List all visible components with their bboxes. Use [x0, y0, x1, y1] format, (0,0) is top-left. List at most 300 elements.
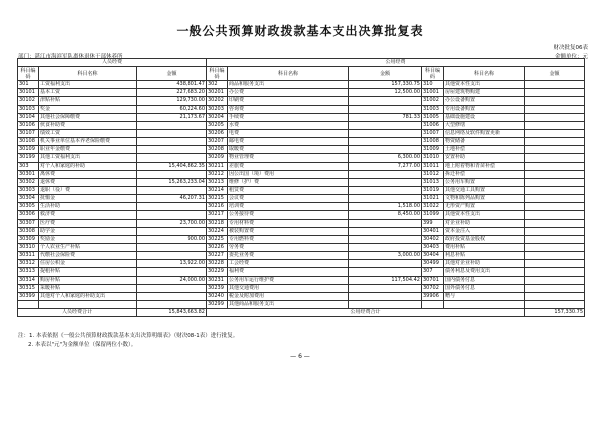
page-title: 一般公共预算财政拨款基本支出决算批复表	[176, 24, 424, 38]
code-cell: 31005	[422, 113, 444, 121]
personnel-total-label: 人员经费合计	[18, 309, 137, 317]
amount-cell	[525, 129, 585, 137]
code-header: 科目编码	[207, 67, 228, 81]
code-header: 科目编码	[18, 67, 39, 81]
table-row	[18, 138, 585, 146]
code-header: 科目编码	[422, 67, 444, 81]
code-cell: 30229	[207, 268, 228, 276]
amount-cell	[525, 154, 585, 162]
code-cell: 30240	[207, 292, 228, 300]
name-cell: 劳务费	[228, 243, 349, 251]
name-cell: 基础设施建设	[444, 113, 525, 121]
public-total-amount: 157,330.75	[525, 309, 585, 317]
amount-cell: 781.33	[349, 113, 422, 121]
amount-cell	[525, 252, 585, 260]
amount-cell	[349, 292, 422, 300]
code-cell: 30309	[18, 235, 39, 243]
code-cell: 31019	[422, 186, 444, 194]
name-cell: 地上附着物和青苗补偿	[444, 162, 525, 170]
name-cell: 专用材料费	[228, 219, 349, 227]
amount-cell	[349, 105, 422, 113]
note-line-1: 注：1. 本表依据《一般公共预算财政拨款基本支出决算明细表》（财决08-1表）进行批复。	[18, 333, 239, 339]
amount-cell	[349, 121, 422, 129]
code-cell	[422, 300, 444, 308]
amount-cell	[525, 235, 585, 243]
code-cell: 30201	[207, 89, 228, 97]
table-row	[18, 129, 585, 137]
amount-cell	[525, 292, 585, 300]
name-cell: 因公出国（境）费用	[228, 170, 349, 178]
code-cell: 30314	[18, 276, 39, 284]
code-cell: 30701	[422, 276, 444, 284]
code-cell: 30299	[207, 300, 228, 308]
name-cell: 委托业务费	[228, 252, 349, 260]
amount-cell	[349, 170, 422, 178]
amount-cell	[137, 186, 207, 194]
table-row	[18, 227, 585, 235]
code-cell: 30225	[207, 235, 228, 243]
name-cell: 差旅费	[228, 162, 349, 170]
name-cell: 房屋建筑物购建	[444, 89, 525, 97]
code-cell: 30108	[18, 138, 39, 146]
public-total-label: 公用经费合计	[207, 309, 525, 317]
table-row	[18, 81, 585, 89]
name-cell: 利息补贴	[444, 252, 525, 260]
code-cell: 30301	[18, 170, 39, 178]
department-label: 部门：湛江市海滨军队离休退休干部休养所	[18, 54, 123, 60]
amount-cell: 7,277.00	[349, 162, 422, 170]
table-row	[18, 268, 585, 276]
name-cell: 会议费	[228, 195, 349, 203]
name-cell: 离休费	[39, 170, 137, 178]
amount-cell	[525, 178, 585, 186]
name-cell: 物业管理费	[228, 154, 349, 162]
amount-cell	[525, 113, 585, 121]
code-cell: 30310	[18, 243, 39, 251]
name-cell: 工资福利支出	[39, 81, 137, 89]
amount-cell: 12,500.00	[349, 89, 422, 97]
name-cell: 其他交通费用	[228, 284, 349, 292]
code-cell: 30206	[207, 129, 228, 137]
amount-cell	[525, 195, 585, 203]
amount-cell	[137, 243, 207, 251]
name-cell: 被装购置费	[228, 227, 349, 235]
name-cell: 安置补助	[444, 154, 525, 162]
name-cell: 文物和陈列品购置	[444, 195, 525, 203]
name-cell	[444, 300, 525, 308]
amount-cell	[137, 146, 207, 154]
amount-cell	[525, 284, 585, 292]
amount-cell	[137, 170, 207, 178]
name-cell: 土地补偿	[444, 146, 525, 154]
name-cell: 对个人和家庭的补助	[39, 162, 137, 170]
table-row	[18, 243, 585, 251]
code-cell: 30204	[207, 113, 228, 121]
table-row	[18, 260, 585, 268]
code-cell: 30226	[207, 243, 228, 251]
code-cell: 31008	[422, 138, 444, 146]
amount-cell	[525, 227, 585, 235]
table-row	[18, 146, 585, 154]
totals-row	[18, 309, 585, 317]
table-row	[18, 276, 585, 284]
amount-cell	[137, 121, 207, 129]
name-cell: 其他对个人和家庭的补助支出	[39, 292, 137, 300]
name-cell: 其他对企业补助	[444, 260, 525, 268]
code-cell: 30101	[18, 89, 39, 97]
name-cell: 福利费	[228, 268, 349, 276]
code-cell: 31022	[422, 203, 444, 211]
name-cell: 基本工资	[39, 89, 137, 97]
name-cell: 退休费	[39, 178, 137, 186]
code-cell: 30209	[207, 154, 228, 162]
code-cell: 31013	[422, 178, 444, 186]
code-cell: 31007	[422, 129, 444, 137]
amount-cell	[349, 186, 422, 194]
name-cell: 其他工资福利支出	[39, 154, 137, 162]
amount-cell: 227,683.20	[137, 89, 207, 97]
code-cell: 30199	[18, 154, 39, 162]
amount-cell	[137, 284, 207, 292]
amount-cell	[525, 276, 585, 284]
amount-cell	[525, 268, 585, 276]
name-cell: 医疗费	[39, 219, 137, 227]
code-cell: 30208	[207, 146, 228, 154]
code-cell: 30106	[18, 121, 39, 129]
code-cell: 30218	[207, 219, 228, 227]
name-cell: 维修（护）费	[228, 178, 349, 186]
amount-cell	[137, 268, 207, 276]
amount-cell	[137, 227, 207, 235]
table-row	[18, 292, 585, 300]
code-cell: 30402	[422, 235, 444, 243]
amount-cell: 23,700.00	[137, 219, 207, 227]
name-cell: 住房公积金	[39, 260, 137, 268]
code-cell: 307	[422, 268, 444, 276]
amount-cell: 15,263,233.04	[137, 178, 207, 186]
table-row	[18, 113, 585, 121]
amount-cell	[137, 252, 207, 260]
amount-cell	[349, 260, 422, 268]
name-cell: 其他社会保障缴费	[39, 113, 137, 121]
code-cell: 30239	[207, 284, 228, 292]
name-cell: 其他资本性支出	[444, 81, 525, 89]
code-cell: 31012	[422, 170, 444, 178]
code-cell: 30313	[18, 268, 39, 276]
amount-cell	[525, 260, 585, 268]
code-cell: 30231	[207, 276, 228, 284]
code-cell: 30217	[207, 211, 228, 219]
name-header: 科目名称	[228, 67, 349, 81]
name-cell: 公务接待费	[228, 211, 349, 219]
table-row	[18, 300, 585, 308]
amount-cell	[525, 138, 585, 146]
amount-cell	[349, 178, 422, 186]
amount-cell	[525, 146, 585, 154]
note-line-2: 2. 本表以"元"为金额单位（保留两位小数）。	[28, 342, 137, 348]
name-cell: 商品和服务支出	[228, 81, 349, 89]
code-cell: 30227	[207, 252, 228, 260]
amount-cell	[525, 243, 585, 251]
section-header-row	[18, 59, 585, 67]
name-cell: 拆迁补偿	[444, 170, 525, 178]
amount-cell	[349, 235, 422, 243]
table-row	[18, 97, 585, 105]
amount-cell: 3,000.00	[349, 252, 422, 260]
name-cell: 其他资本性支出	[444, 211, 525, 219]
name-cell: 费用补贴	[444, 243, 525, 251]
name-cell: 水费	[228, 121, 349, 129]
code-cell: 30307	[18, 219, 39, 227]
name-cell: 助学金	[39, 227, 137, 235]
name-cell: 专用设备购置	[444, 105, 525, 113]
name-cell: 奖励金	[39, 235, 137, 243]
personnel-total-amount: 15,843,663.82	[137, 309, 207, 317]
code-cell	[18, 300, 39, 308]
column-header-row	[18, 67, 585, 81]
code-cell: 30203	[207, 105, 228, 113]
code-cell: 30403	[422, 243, 444, 251]
code-cell: 30308	[18, 227, 39, 235]
code-cell: 302	[207, 81, 228, 89]
name-cell: 税金及附加费用	[228, 292, 349, 300]
code-cell: 31011	[422, 162, 444, 170]
code-cell: 30211	[207, 162, 228, 170]
amount-cell: 8,450.00	[349, 211, 422, 219]
name-cell: 政府投资基金股权	[444, 235, 525, 243]
code-cell: 30304	[18, 195, 39, 203]
name-cell: 咨询费	[228, 105, 349, 113]
code-cell: 30312	[18, 260, 39, 268]
code-cell: 30404	[422, 252, 444, 260]
amount-cell	[349, 138, 422, 146]
name-cell: 培训费	[228, 203, 349, 211]
name-cell: 伙食补助费	[39, 121, 137, 129]
code-cell: 31010	[422, 154, 444, 162]
code-cell: 30306	[18, 211, 39, 219]
amount-cell: 60,224.60	[137, 105, 207, 113]
name-cell: 生活补助	[39, 203, 137, 211]
amount-cell	[349, 300, 422, 308]
table-row	[18, 203, 585, 211]
code-cell: 310	[422, 81, 444, 89]
amount-cell	[525, 219, 585, 227]
name-cell: 物资储备	[444, 138, 525, 146]
name-cell: 大型修缮	[444, 121, 525, 129]
name-cell: 专用燃料费	[228, 235, 349, 243]
code-cell: 31002	[422, 97, 444, 105]
table-row	[18, 89, 585, 97]
table-row	[18, 186, 585, 194]
code-cell: 30202	[207, 97, 228, 105]
amount-cell: 117,504.42	[349, 276, 422, 284]
amount-cell	[349, 219, 422, 227]
code-cell: 301	[18, 81, 39, 89]
name-cell: 个人农业生产补贴	[39, 243, 137, 251]
code-cell: 30214	[207, 186, 228, 194]
code-cell: 30228	[207, 260, 228, 268]
name-cell: 无形资产购置	[444, 203, 525, 211]
name-cell: 其他交通工具购置	[444, 186, 525, 194]
name-cell	[39, 300, 137, 308]
name-cell: 绩效工资	[39, 129, 137, 137]
name-cell: 电费	[228, 129, 349, 137]
amount-header: 金额	[349, 67, 422, 81]
code-cell: 303	[18, 162, 39, 170]
table-row	[18, 195, 585, 203]
code-cell: 399	[422, 219, 444, 227]
amount-cell	[349, 227, 422, 235]
name-cell: 工会经费	[228, 260, 349, 268]
form-code: 财决批复06表	[553, 45, 588, 51]
code-cell: 30315	[18, 284, 39, 292]
amount-cell: 46,207.31	[137, 195, 207, 203]
name-cell: 代缴社会保险费	[39, 252, 137, 260]
table-row	[18, 121, 585, 129]
amount-cell: 157,330.75	[349, 81, 422, 89]
amount-cell	[349, 268, 422, 276]
name-cell: 办公费	[228, 89, 349, 97]
table-row	[18, 170, 585, 178]
name-cell: 邮电费	[228, 138, 349, 146]
amount-cell: 6,300.00	[349, 154, 422, 162]
code-cell: 30109	[18, 146, 39, 154]
table-row	[18, 235, 585, 243]
name-cell: 其他商品和服务支出	[228, 300, 349, 308]
code-cell: 30401	[422, 227, 444, 235]
amount-cell	[349, 243, 422, 251]
amount-cell	[349, 97, 422, 105]
expenditure-table	[17, 58, 585, 317]
name-cell: 办公设备购置	[444, 97, 525, 105]
name-cell: 信息网络及软件购置更新	[444, 129, 525, 137]
code-cell: 30224	[207, 227, 228, 235]
name-cell: 公务用车运行维护费	[228, 276, 349, 284]
amount-cell	[525, 121, 585, 129]
amount-cell	[525, 105, 585, 113]
code-cell: 31021	[422, 195, 444, 203]
code-cell: 31099	[422, 211, 444, 219]
name-cell: 提租补贴	[39, 268, 137, 276]
amount-cell	[137, 300, 207, 308]
personnel-section-header: 人员经费	[18, 59, 207, 67]
code-cell: 31001	[422, 89, 444, 97]
amount-cell	[525, 170, 585, 178]
code-cell: 30499	[422, 260, 444, 268]
name-cell: 抚恤金	[39, 195, 137, 203]
code-cell: 30215	[207, 195, 228, 203]
name-cell: 采暖补贴	[39, 284, 137, 292]
amount-cell	[349, 146, 422, 154]
name-cell: 退职（役）费	[39, 186, 137, 194]
amount-header: 金额	[137, 67, 207, 81]
name-cell: 机关事业单位基本养老保险缴费	[39, 138, 137, 146]
amount-cell	[137, 129, 207, 137]
table-row	[18, 211, 585, 219]
code-cell: 30102	[18, 97, 39, 105]
amount-cell	[137, 203, 207, 211]
unit-label: 金额单位：元	[554, 54, 588, 60]
code-cell: 30303	[18, 186, 39, 194]
name-cell: 国外债务付息	[444, 284, 525, 292]
table-row	[18, 219, 585, 227]
public-section-header: 公用经费	[207, 59, 585, 67]
name-cell: 资本金注入	[444, 227, 525, 235]
table-row	[18, 284, 585, 292]
code-cell: 30212	[207, 170, 228, 178]
name-header: 科目名称	[444, 67, 525, 81]
amount-cell	[525, 300, 585, 308]
code-cell: 30107	[18, 129, 39, 137]
name-cell: 购房补贴	[39, 276, 137, 284]
amount-cell: 13,922.00	[137, 260, 207, 268]
name-cell: 取暖费	[228, 146, 349, 154]
code-cell: 31003	[422, 105, 444, 113]
code-cell: 30305	[18, 203, 39, 211]
amount-cell: 21,173.67	[137, 113, 207, 121]
table-row	[18, 252, 585, 260]
amount-header: 金额	[525, 67, 585, 81]
amount-cell	[137, 154, 207, 162]
amount-cell	[349, 284, 422, 292]
table-row	[18, 105, 585, 113]
name-cell: 对企业补助	[444, 219, 525, 227]
amount-cell: 15,404,862.35	[137, 162, 207, 170]
amount-cell	[349, 195, 422, 203]
amount-cell	[525, 203, 585, 211]
table-row	[18, 178, 585, 186]
name-cell: 租赁费	[228, 186, 349, 194]
name-cell: 公务用车购置	[444, 178, 525, 186]
code-cell: 30702	[422, 284, 444, 292]
amount-cell: 1,518.00	[349, 203, 422, 211]
amount-cell	[349, 129, 422, 137]
amount-cell: 129,730.00	[137, 97, 207, 105]
amount-cell	[525, 162, 585, 170]
amount-cell	[525, 81, 585, 89]
code-cell: 30213	[207, 178, 228, 186]
amount-cell: 24,000.00	[137, 276, 207, 284]
table-row	[18, 154, 585, 162]
amount-cell: 900.00	[137, 235, 207, 243]
code-cell: 31009	[422, 146, 444, 154]
name-cell: 赠与	[444, 292, 525, 300]
amount-cell	[525, 211, 585, 219]
amount-cell	[525, 89, 585, 97]
name-cell: 国内债务付息	[444, 276, 525, 284]
name-cell: 津贴补贴	[39, 97, 137, 105]
code-cell: 30302	[18, 178, 39, 186]
amount-cell: 438,801.47	[137, 81, 207, 89]
amount-cell	[137, 138, 207, 146]
amount-cell	[137, 292, 207, 300]
name-cell: 奖金	[39, 105, 137, 113]
table-row	[18, 162, 585, 170]
name-cell: 职业年金缴费	[39, 146, 137, 154]
code-cell: 30104	[18, 113, 39, 121]
code-cell: 30205	[207, 121, 228, 129]
page-number: — 6 —	[290, 353, 310, 360]
code-cell: 30216	[207, 203, 228, 211]
code-cell: 30399	[18, 292, 39, 300]
code-cell: 39906	[422, 292, 444, 300]
name-cell: 手续费	[228, 113, 349, 121]
code-cell: 30103	[18, 105, 39, 113]
name-cell: 债务利息及费用支出	[444, 268, 525, 276]
name-cell: 印刷费	[228, 97, 349, 105]
code-cell: 30311	[18, 252, 39, 260]
code-cell: 30207	[207, 138, 228, 146]
